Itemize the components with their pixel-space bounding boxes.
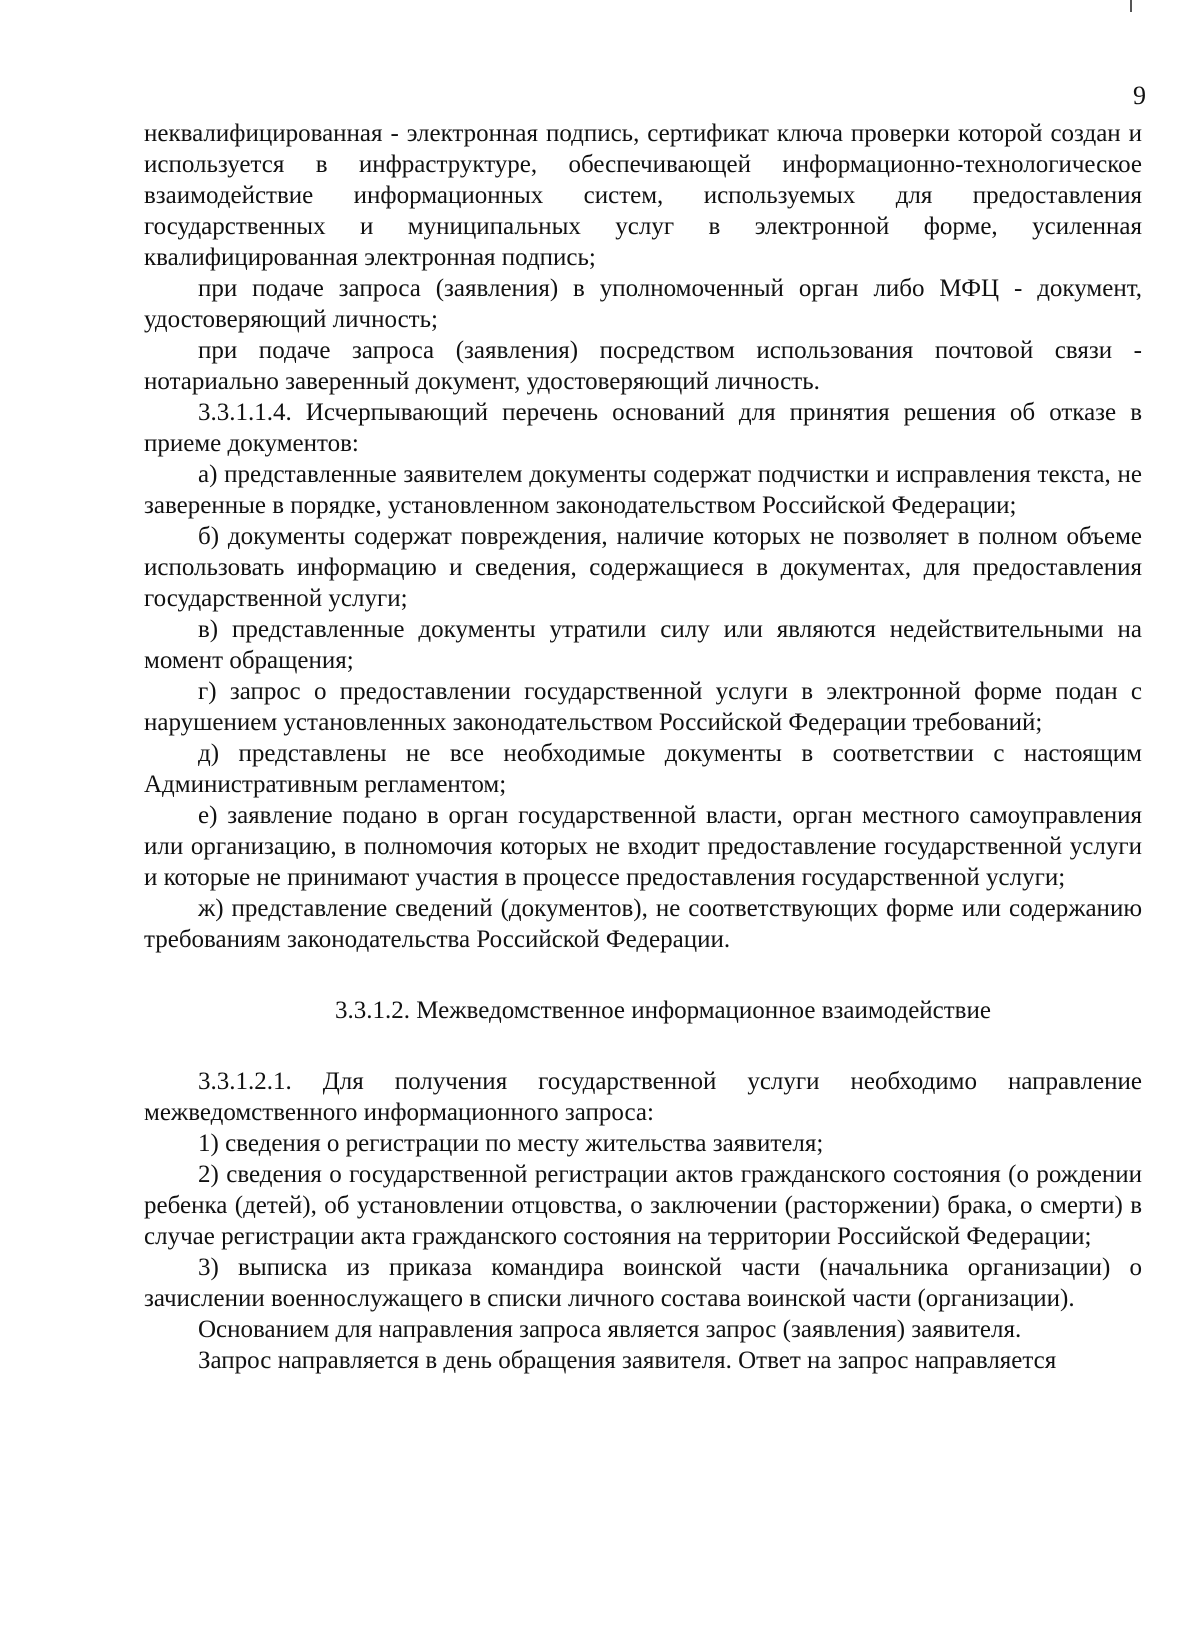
- list-item-zh: ж) представление сведений (документов), не соответствующих форме или содержанию требованиям законодательства Российской Федерации.: [144, 895, 1142, 953]
- list-item-1: 1) сведения о регистрации по месту жительства заявителя;: [198, 1130, 824, 1157]
- list-item-2: 2) сведения о государственной регистрации актов гражданского состояния (о рождении ребенка (детей), об установлении отцовства, о заключении (расторжении) брака, о смерти) в случае регистрации акта гражданского состояния на территории Российской Федерации;: [144, 1161, 1142, 1250]
- list-item-d: д) представлены не все необходимые документы в соответствии с настоящим Административным регламентом;: [144, 740, 1142, 798]
- list-item-b: б) документы содержат повреждения, наличие которых не позволяет в полном объеме использовать информацию и сведения, содержащиеся в документах, для предоставления государственной услуги;: [144, 523, 1142, 612]
- list-item-a: а) представленные заявителем документы содержат подчистки и исправления текста, не заверенные в порядке, установленном законодательством Российской Федерации;: [144, 461, 1142, 519]
- paragraph-request-basis: Основанием для направления запроса является запрос (заявления) заявителя.: [198, 1316, 1022, 1343]
- list-item-g: г) запрос о предоставлении государственной услуги в электронной форме подан с нарушением установленных законодательством Российской Федерации требований;: [144, 678, 1142, 736]
- document-body: [144, 118, 1142, 1376]
- list-item-v: в) представленные документы утратили силу или являются недействительными на момент обращения;: [144, 616, 1142, 674]
- paragraph-request-timing: Запрос направляется в день обращения заявителя. Ответ на запрос направляется: [198, 1347, 1057, 1374]
- paragraph-interagency-request: 3.3.1.2.1. Для получения государственной услуги необходимо направление межведомственного информационного запроса:: [144, 1068, 1142, 1126]
- paragraph-identity-office: при подаче запроса (заявления) в уполномоченный орган либо МФЦ - документ, удостоверяющий личность;: [144, 275, 1142, 333]
- paragraph-refusal-grounds: 3.3.1.1.4. Исчерпывающий перечень оснований для принятия решения об отказе в приеме документов:: [144, 399, 1142, 457]
- list-item-3: 3) выписка из приказа командира воинской части (начальника организации) о зачислении военнослужащего в списки личного состава воинской части (организации).: [144, 1254, 1142, 1312]
- paragraph-identity-mail: при подаче запроса (заявления) посредством использования почтовой связи - нотариально заверенный документ, удостоверяющий личность.: [144, 337, 1142, 395]
- section-heading: 3.3.1.2. Межведомственное информационное взаимодействие: [335, 997, 991, 1024]
- scan-edge-mark: [1130, 0, 1132, 12]
- list-item-e: е) заявление подано в орган государственной власти, орган местного самоуправления или организацию, в полномочия которых не входит предоставление государственной услуги и которые не принимают участия в процессе предоставления государственной услуги;: [144, 802, 1142, 891]
- page-number: 9: [1133, 81, 1146, 110]
- paragraph-signature-types: неквалифицированная - электронная подпись, сертификат ключа проверки которой создан и используется в инфраструктуре, обеспечивающей информационно-технологическое взаимодействие информационных систем, используемых для предоставления государственных и муниципальных услуг в электронной форме, усиленная квалифицированная электронная подпись;: [144, 120, 1142, 271]
